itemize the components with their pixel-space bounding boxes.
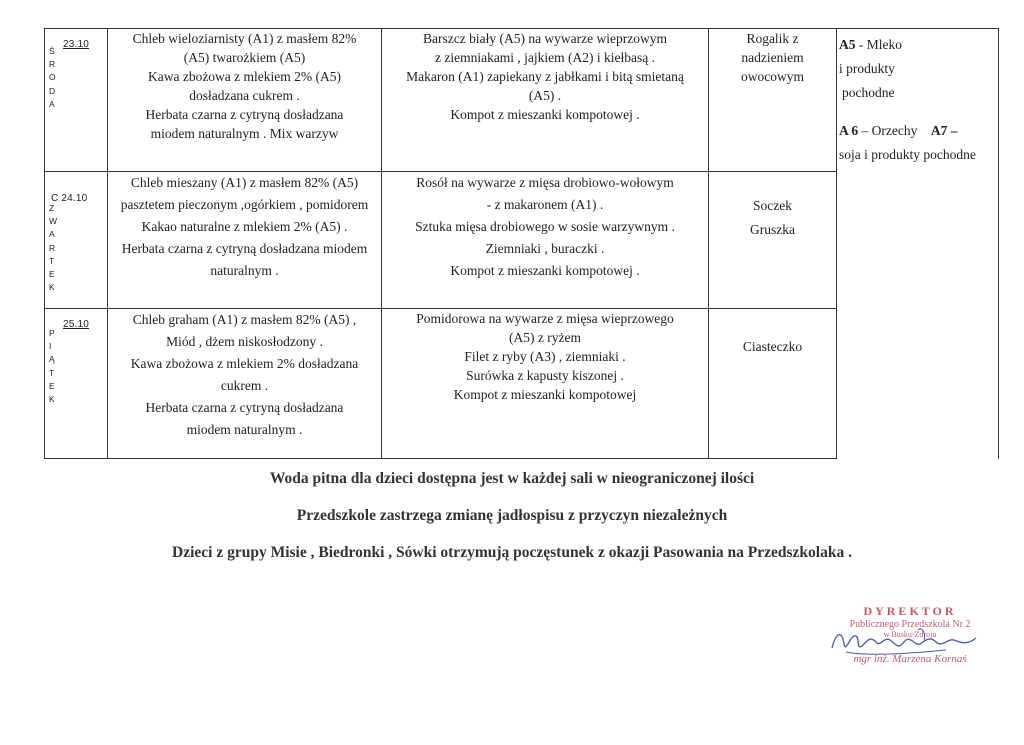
day-cell-friday xyxy=(45,309,108,459)
allergen-legend xyxy=(837,29,999,459)
menu-line: Chleb mieszany (A1) z masłem 82% (A5) xyxy=(130,175,359,190)
breakfast-cell xyxy=(108,309,382,459)
handwritten-signature xyxy=(826,622,986,662)
stamp-name: mgr inż. Marzena Kornaś xyxy=(853,653,967,665)
day-letter: T xyxy=(49,255,55,266)
day-date: C 24.10 xyxy=(51,193,88,204)
allergen-code: A7 – xyxy=(930,123,958,138)
day-name-vertical xyxy=(49,327,55,406)
menu-line: Rosół na wywarze z mięsa drobiowo-wołowym xyxy=(416,175,674,190)
menu-line: Kakao naturalne z mlekiem 2% (A5) . xyxy=(141,219,348,234)
menu-line: Soczek xyxy=(753,198,792,213)
day-letter: O xyxy=(49,72,56,83)
snack-cell xyxy=(709,29,837,172)
menu-line: Sztuka mięsa drobiowego w sosie warzywnym . xyxy=(415,219,675,234)
menu-line: Gruszka xyxy=(750,222,795,237)
menu-line: - z makaronem (A1) . xyxy=(486,197,604,212)
allergen-text: - Mleko xyxy=(855,37,902,52)
menu-line: z ziemniakami , jajkiem (A2) i kiełbasą . xyxy=(434,50,656,65)
day-letter: D xyxy=(49,85,56,96)
day-letter: Ś xyxy=(49,46,55,56)
breakfast-cell xyxy=(108,29,382,172)
day-name-vertical xyxy=(49,202,57,294)
menu-line: Barszcz biały (A5) na wywarze wieprzowym xyxy=(422,31,668,46)
day-letter: K xyxy=(49,394,55,405)
menu-line: pasztetem pieczonym ,ogórkiem , pomidorem xyxy=(120,197,369,212)
day-cell-wednesday xyxy=(45,29,108,172)
day-letter: A xyxy=(49,98,55,109)
allergen-text: – Orzechy xyxy=(858,123,918,138)
menu-line: Chleb graham (A1) z masłem 82% (A5) , xyxy=(132,312,357,327)
breakfast-cell xyxy=(108,172,382,309)
menu-line: Ziemniaki , buraczki . xyxy=(485,241,605,256)
menu-line: Kompot z mieszanki kompotowej . xyxy=(450,107,640,122)
menu-line: Herbata czarna z cytryną dosładzana xyxy=(145,400,344,415)
stamp-institution: Publicznego Przedszkola Nr 2 xyxy=(849,619,971,630)
menu-line: Filet z ryby (A3) , ziemniaki . xyxy=(464,349,626,364)
allergen-code: A 6 xyxy=(839,123,859,138)
menu-line: Ciasteczko xyxy=(742,339,803,354)
day-letter: P xyxy=(49,328,55,338)
menu-line: (A5) . xyxy=(528,88,562,103)
lunch-cell xyxy=(382,172,709,309)
day-letter: R xyxy=(49,59,56,70)
day-letter: Ą xyxy=(49,354,55,365)
menu-line: cukrem . xyxy=(220,378,269,393)
menu-line: Makaron (A1) zapiekany z jabłkami i bitą smietaną xyxy=(406,69,684,84)
menu-line: naturalnym . xyxy=(210,263,279,278)
day-date: 23.10 xyxy=(63,39,90,50)
day-letter: K xyxy=(49,282,55,293)
notes-section xyxy=(0,470,1024,581)
day-cell-thursday xyxy=(45,172,108,309)
menu-line: Kompot z mieszanki kompotowej xyxy=(453,387,637,402)
lunch-cell xyxy=(382,309,709,459)
snack-cell xyxy=(709,309,837,459)
day-letter: I xyxy=(49,341,52,352)
menu-line: (A5) twarożkiem (A5) xyxy=(183,50,306,65)
day-letter: T xyxy=(49,367,55,378)
menu-line: Kawa zbożowa z mlekiem 2% dosładzana xyxy=(130,356,359,371)
menu-line: owocowym xyxy=(741,69,804,84)
menu-line: Pomidorowa na wywarze z mięsa wieprzowego xyxy=(416,311,674,326)
menu-line: Miód , dżem niskosłodzony . xyxy=(166,334,323,349)
allergen-text: pochodne xyxy=(842,85,895,100)
menu-line: dosładzana cukrem . xyxy=(189,88,300,103)
stamp-title: DYREKTOR xyxy=(863,604,957,618)
allergen-text: soja i produkty pochodne xyxy=(839,147,976,162)
day-letter: E xyxy=(49,380,55,391)
table-row xyxy=(45,29,999,172)
menu-line: Kompot z mieszanki kompotowej . xyxy=(450,263,640,278)
menu-table xyxy=(44,28,999,459)
day-letter: A xyxy=(49,229,55,240)
day-letter: E xyxy=(49,269,55,280)
allergen-code: A5 xyxy=(839,37,856,52)
day-letter: Z xyxy=(49,203,55,213)
menu-line: miodem naturalnym . xyxy=(186,422,303,437)
note-celebration: Dzieci z grupy Misie , Biedronki , Sówki otrzymują poczęstunek z okazji Pasowania na Przedszkolaka . xyxy=(172,544,852,561)
day-name-vertical xyxy=(49,45,56,111)
menu-line: Herbata czarna z cytryną dosładzana xyxy=(145,107,344,122)
note-water: Woda pitna dla dzieci dostępna jest w każdej sali w nieograniczonej ilości xyxy=(269,470,755,487)
menu-line: miodem naturalnym . Mix warzyw xyxy=(150,126,339,141)
menu-line: Herbata czarna z cytryną dosładzana miodem xyxy=(121,241,368,256)
day-letter: W xyxy=(49,216,58,227)
menu-line: (A5) z ryżem xyxy=(509,330,581,345)
stamp-town: w Busku-Zdroju xyxy=(883,630,937,639)
allergen-text: i produkty xyxy=(839,61,895,76)
menu-line: Rogalik z xyxy=(746,31,799,46)
snack-cell xyxy=(709,172,837,309)
day-date: 25.10 xyxy=(63,319,90,330)
menu-line: Chleb wieloziarnisty (A1) z masłem 82% xyxy=(132,31,357,46)
lunch-cell xyxy=(382,29,709,172)
menu-line: Surówka z kapusty kiszonej . xyxy=(466,368,624,383)
day-letter: R xyxy=(49,242,56,253)
note-menu-changes: Przedszkole zastrzega zmianę jadłospisu z przyczyn niezależnych xyxy=(296,507,728,524)
menu-line: nadzieniem xyxy=(741,50,804,65)
menu-line: Kawa zbożowa z mlekiem 2% (A5) xyxy=(147,69,342,84)
